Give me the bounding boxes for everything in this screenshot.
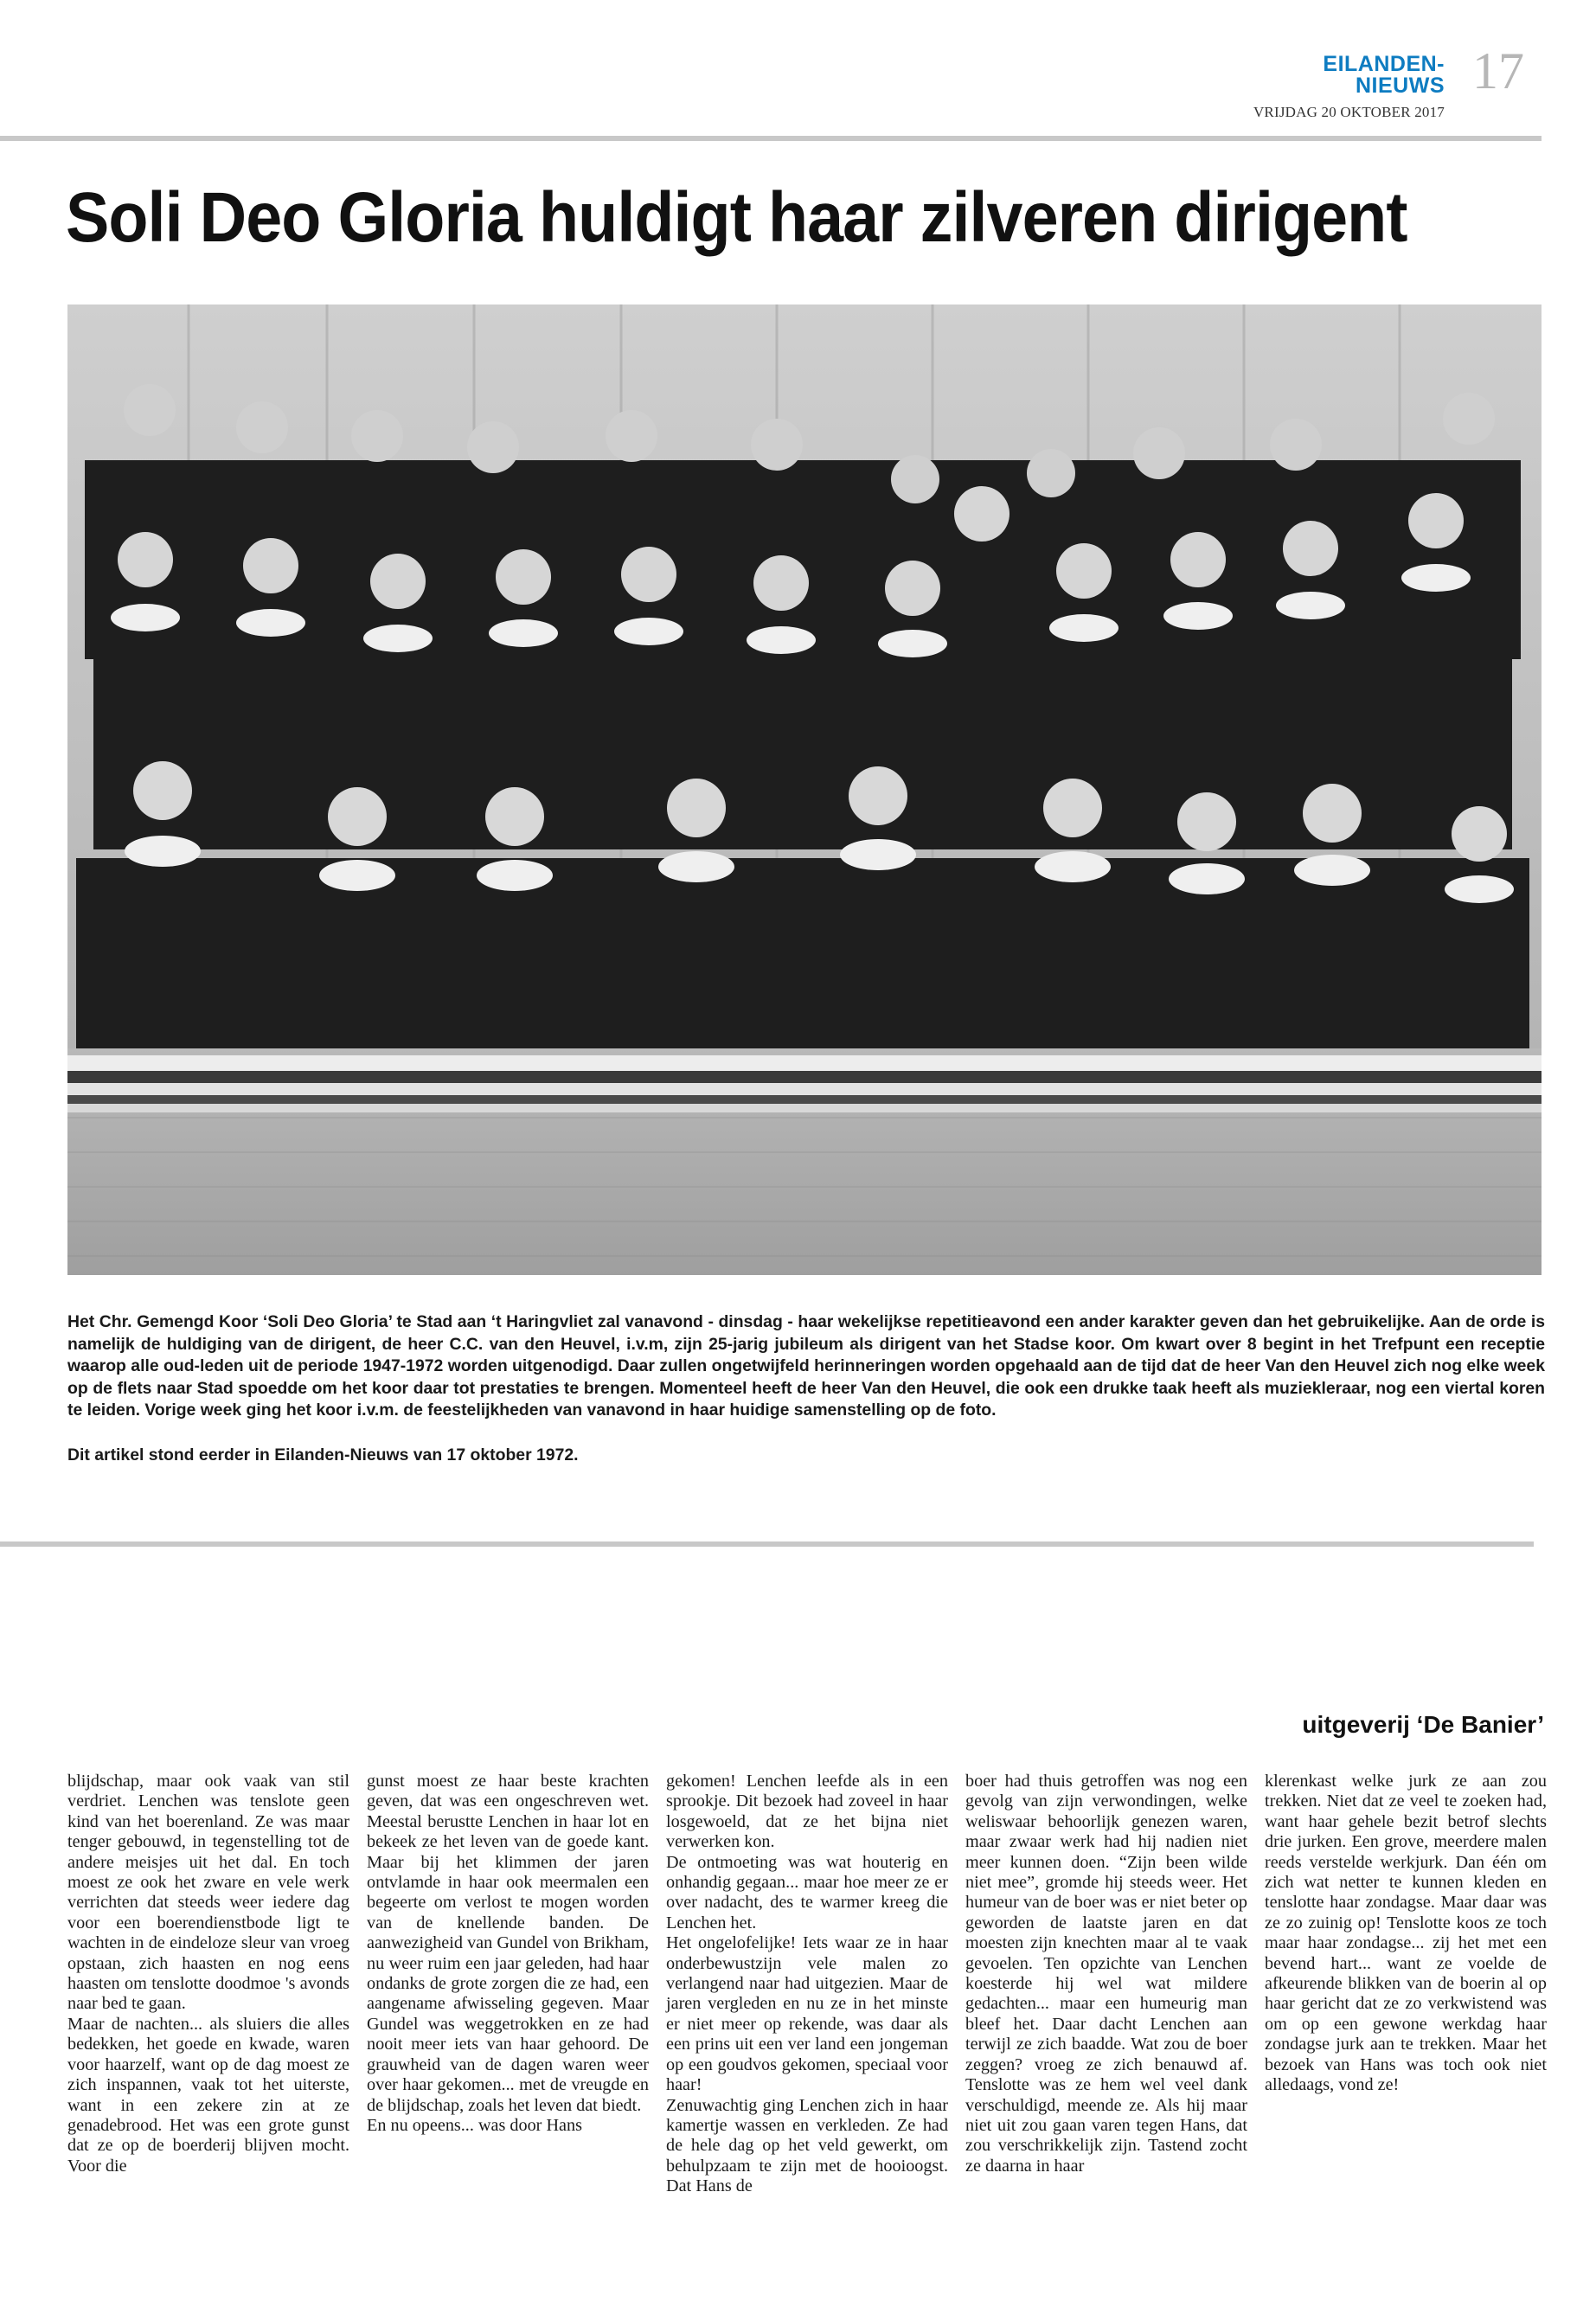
feature-column-4: boer had thuis getroffen was nog een gevolg van zijn verwondingen, welke weliswaar behoorlijk genezen waren, maar zwaar werk had hij nadien niet meer kunnen doen. “Zijn been wilde niet mee”, gromde hij steeds weer. Het humeur van de boer was er niet beter op geworden de laatste jaren en dat moesten zijn knechten maar al te vaak gevoelen. Ten opzichte van Lenchen koesterde hij wel wat mildere gedachten... maar een humeurig man bleef het. Daar dacht Lenchen aan terwijl ze zich baadde. Wat zou de boer zeggen? vroeg ze zich benauwd af. Tenslotte was ze hem wel veel dank verschuldigd, meende ze. Als hij maar niet uit zou gaan varen tegen Hans, dat zou verschrikkelijk zijn. Tastend zocht ze daarna in haar: [965, 1772, 1247, 2176]
feature-column-5: klerenkast welke jurk ze aan zou trekken. Niet dat ze veel te zoeken had, want haar gehele bezit betrof slechts drie jurken. Een grove, meerdere malen reeds verstelde werkjurk. Dan één om zich wat netter te kunnen kleden en tenslotte haar zondagse. Maar daar was ze zo zuinig op! Tenslotte koos ze toch maar haar zondagse... zij het met een bevend hart... want ze voelde de afkeurende blikken van de boerin al op haar gericht dat ze zo verkwistend was om op een gewone werkdag haar zondagse jurk aan te trekken. Maar het bezoek van Hans was toch ook niet alledaags, vond ze!: [1265, 1772, 1547, 2095]
issue-date: VRIJDAG 20 OKTOBER 2017: [1253, 104, 1445, 120]
article-caption: Het Chr. Gemengd Koor ‘Soli Deo Gloria’ te Stad aan ‘t Haringvliet zal vanavond - dinsdag - haar wekelijkse repetitieavond een ander karakter geven dan het gebruikelijke. Aan de orde is namelijk de huldiging van de dirigent, de heer C.C. van den Heuvel, i.v.m, zijn 25-jarig jubileum als dirigent van het Stadse koor. Om kwart over 8 begint in het Trefpunt een receptie waarop alle oud-leden uit de periode 1947-1972 worden uitgenodigd. Daar zullen ongetwijfeld herinneringen worden opgehaald aan de tijd dat de heer Van den Heuvel zich nog elke week op de flets naar Stad spoedde om het koor daar tot prestaties te brengen. Momenteel heeft de heer Van den Heuvel, die ook een drukke taak heeft als muziekleraar, nog een viertal koren te leiden. Vorige week ging het koor i.v.m. de feestelijkheden van vanavond in haar huidige samenstelling op de foto.: [67, 1312, 1545, 1420]
masthead: [1237, 54, 1445, 121]
choir-photo-illustration: [67, 304, 1542, 1275]
choir-photo: [67, 304, 1542, 1275]
feature-column-2: gunst moest ze haar beste krachten geven, dat was een ongeschreven wet. Meestal berustte Lenchen in haar lot en bekeek ze het leven van de goede kant. Maar bij het klimmen der jaren ontvlamde in haar ook meermalen een begeerte om verlost te mogen worden van de knellende banden. De aanwezigheid van Gundel von Brikham, nu weer ruim een jaar geleden, had haar ondanks de grote zorgen die ze had, een aangename afwisseling gegeven. Maar Gundel was weggetrokken en ze had nooit meer iets van haar gehoord. De grauwheid van de dagen waren weer over haar gekomen... met de vreugde en de blijdschap, zoals het leven dat biedt. En nu opeens... was door Hans: [367, 1772, 649, 2135]
feature-column-3: gekomen! Lenchen leefde als in een sprookje. Dit bezoek had zoveel in haar losgewoeld, dat ze het bijna niet verwerken kon. De ontmoeting was wat houterig en onhandig gegaan... maar hoe meer ze er over nadacht, des te warmer kreeg die Lenchen het. Het ongelofelijke! Iets waar ze in haar onderbewustzijn vele malen zo verlangend naar had uitgezien. Maar de jaren vergleden en nu ze in het minste er niet meer op rekende, was daar als een prins uit een ver land een jongeman op een goudvos gekomen, speciaal voor haar! Zenuwachtig ging Lenchen zich in haar kamertje wassen en verkleden. Ze had de hele dag op het veld gewerkt, om behulpzaam te zijn met de hooioogst. Dat Hans de: [666, 1772, 948, 2196]
feature-column-1: blijdschap, maar ook vaak van stil verdriet. Lenchen was tenslote geen kind van het boerenland. Ze was maar tenger gebouwd, in tegenstelling tot de andere meisjes uit het dal. En toch moest ze ook het zware en vele werk verrichten dat steeds weer iedere dag voor een boerendienstbode ligt te wachten in de eindeloze sleur van vroeg opstaan, zich haasten en nog eens haasten om tenslotte doodmoe 's avonds naar bed te gaan. Maar de nachten... als sluiers die alles bedekken, het goede en kwade, waren voor haarzelf, want op de dag moest ze zich inspannen, vaak tot het uiterste, want in een zekere zin at ze genadebrood. Het was een grote gunst dat ze op de boerderij blijven mocht. Voor die: [67, 1772, 349, 2176]
article-headline: Soli Deo Gloria huldigt haar zilveren dirigent: [66, 178, 1407, 257]
publisher-credit: uitgeverij ‘De Banier’: [1302, 1711, 1544, 1738]
page-number: 17: [1472, 42, 1524, 99]
newspaper-logo: EILANDEN-NIEUWS: [1323, 52, 1445, 98]
top-divider: [0, 136, 1542, 141]
source-note: Dit artikel stond eerder in Eilanden-Nieuws van 17 oktober 1972.: [67, 1445, 579, 1465]
section-divider: [0, 1541, 1534, 1547]
